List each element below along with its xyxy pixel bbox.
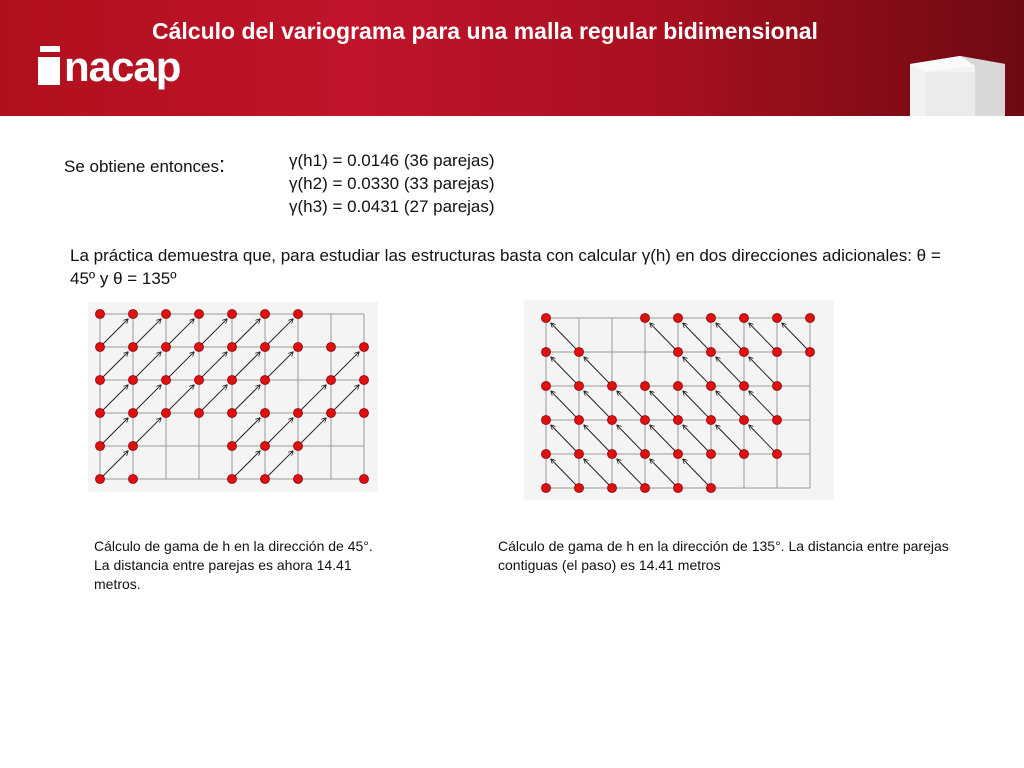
sample-point	[608, 416, 617, 425]
header-banner	[0, 0, 1024, 116]
sample-point	[575, 416, 584, 425]
sample-point	[773, 416, 782, 425]
sample-point	[641, 450, 650, 459]
sample-point	[707, 348, 716, 357]
sample-point	[707, 416, 716, 425]
sample-point	[96, 442, 105, 451]
sample-point	[575, 450, 584, 459]
sample-point	[327, 409, 336, 418]
sample-point	[575, 484, 584, 493]
sample-point	[261, 343, 270, 352]
grid-135-degrees	[524, 300, 834, 500]
caption-135: Cálculo de gama de h en la dirección de 135°. La distancia entre parejas contiguas (el paso) es 14.41 metros	[498, 538, 949, 573]
sample-point	[294, 442, 303, 451]
sample-point	[195, 310, 204, 319]
caption-45: Cálculo de gama de h en la dirección de 45°. La distancia entre parejas es ahora 14.41 metros.	[94, 538, 373, 592]
sample-point	[96, 343, 105, 352]
sample-point	[261, 376, 270, 385]
sample-point	[740, 382, 749, 391]
decorative-cube-icon	[880, 42, 1024, 116]
sample-point	[542, 450, 551, 459]
sample-point	[773, 314, 782, 323]
sample-point	[294, 409, 303, 418]
sample-point	[360, 343, 369, 352]
sample-point	[327, 376, 336, 385]
sample-point	[96, 475, 105, 484]
sample-point	[294, 475, 303, 484]
sample-point	[542, 416, 551, 425]
sample-point	[641, 382, 650, 391]
sample-point	[806, 314, 815, 323]
sample-point	[228, 343, 237, 352]
sample-point	[674, 484, 683, 493]
sample-point	[228, 376, 237, 385]
sample-point	[195, 376, 204, 385]
sample-point	[542, 348, 551, 357]
sample-point	[228, 409, 237, 418]
sample-point	[575, 348, 584, 357]
sample-point	[674, 416, 683, 425]
sample-point	[773, 348, 782, 357]
logo-text	[38, 43, 181, 90]
grid-45-degrees	[88, 302, 378, 492]
sample-point	[96, 310, 105, 319]
sample-point	[162, 376, 171, 385]
inacap-logo	[38, 42, 218, 92]
sample-point	[162, 343, 171, 352]
gamma-h3: γ(h3) = 0.0431 (27 parejas)	[289, 197, 495, 216]
figure-background	[524, 300, 834, 500]
sample-point	[129, 442, 138, 451]
sample-point	[608, 484, 617, 493]
sample-point	[129, 343, 138, 352]
sample-point	[542, 484, 551, 493]
sample-point	[575, 382, 584, 391]
sample-point	[707, 382, 716, 391]
sample-point	[162, 409, 171, 418]
sample-point	[740, 314, 749, 323]
sample-point	[129, 409, 138, 418]
sample-point	[773, 382, 782, 391]
page-title: Cálculo del variograma para una malla regular bidimensional	[152, 18, 818, 44]
sample-point	[294, 310, 303, 319]
sample-point	[129, 475, 138, 484]
sample-point	[96, 409, 105, 418]
sample-point	[674, 382, 683, 391]
results-label: Se obtiene entonces:	[64, 152, 226, 177]
practice-paragraph: La práctica demuestra que, para estudiar las estructuras basta con calcular γ(h) en dos direcciones adicionales: θ = 45º y θ = 135º	[70, 246, 941, 288]
sample-point	[261, 475, 270, 484]
sample-point	[641, 416, 650, 425]
sample-point	[360, 475, 369, 484]
sample-point	[129, 376, 138, 385]
sample-point	[542, 382, 551, 391]
sample-point	[360, 376, 369, 385]
sample-point	[261, 409, 270, 418]
sample-point	[707, 450, 716, 459]
logo-i-stem	[38, 57, 60, 85]
sample-point	[674, 348, 683, 357]
sample-point	[641, 484, 650, 493]
sample-point	[327, 343, 336, 352]
sample-point	[228, 310, 237, 319]
sample-point	[740, 416, 749, 425]
sample-point	[740, 348, 749, 357]
sample-point	[162, 310, 171, 319]
sample-point	[195, 343, 204, 352]
sample-point	[228, 442, 237, 451]
logo-wordmark: nacap	[64, 43, 181, 90]
sample-point	[542, 314, 551, 323]
figure-background	[88, 302, 378, 492]
gamma-h2: γ(h2) = 0.0330 (33 parejas)	[289, 174, 495, 193]
sample-point	[773, 450, 782, 459]
sample-point	[674, 314, 683, 323]
gamma-h1: γ(h1) = 0.0146 (36 parejas)	[289, 151, 495, 170]
sample-point	[96, 376, 105, 385]
sample-point	[608, 382, 617, 391]
sample-point	[129, 310, 138, 319]
sample-point	[707, 314, 716, 323]
sample-point	[228, 475, 237, 484]
sample-point	[261, 442, 270, 451]
sample-point	[740, 450, 749, 459]
sample-point	[674, 450, 683, 459]
sample-point	[608, 450, 617, 459]
sample-point	[806, 348, 815, 357]
sample-point	[707, 484, 716, 493]
sample-point	[641, 314, 650, 323]
sample-point	[261, 310, 270, 319]
sample-point	[195, 409, 204, 418]
sample-point	[360, 409, 369, 418]
sample-point	[294, 343, 303, 352]
